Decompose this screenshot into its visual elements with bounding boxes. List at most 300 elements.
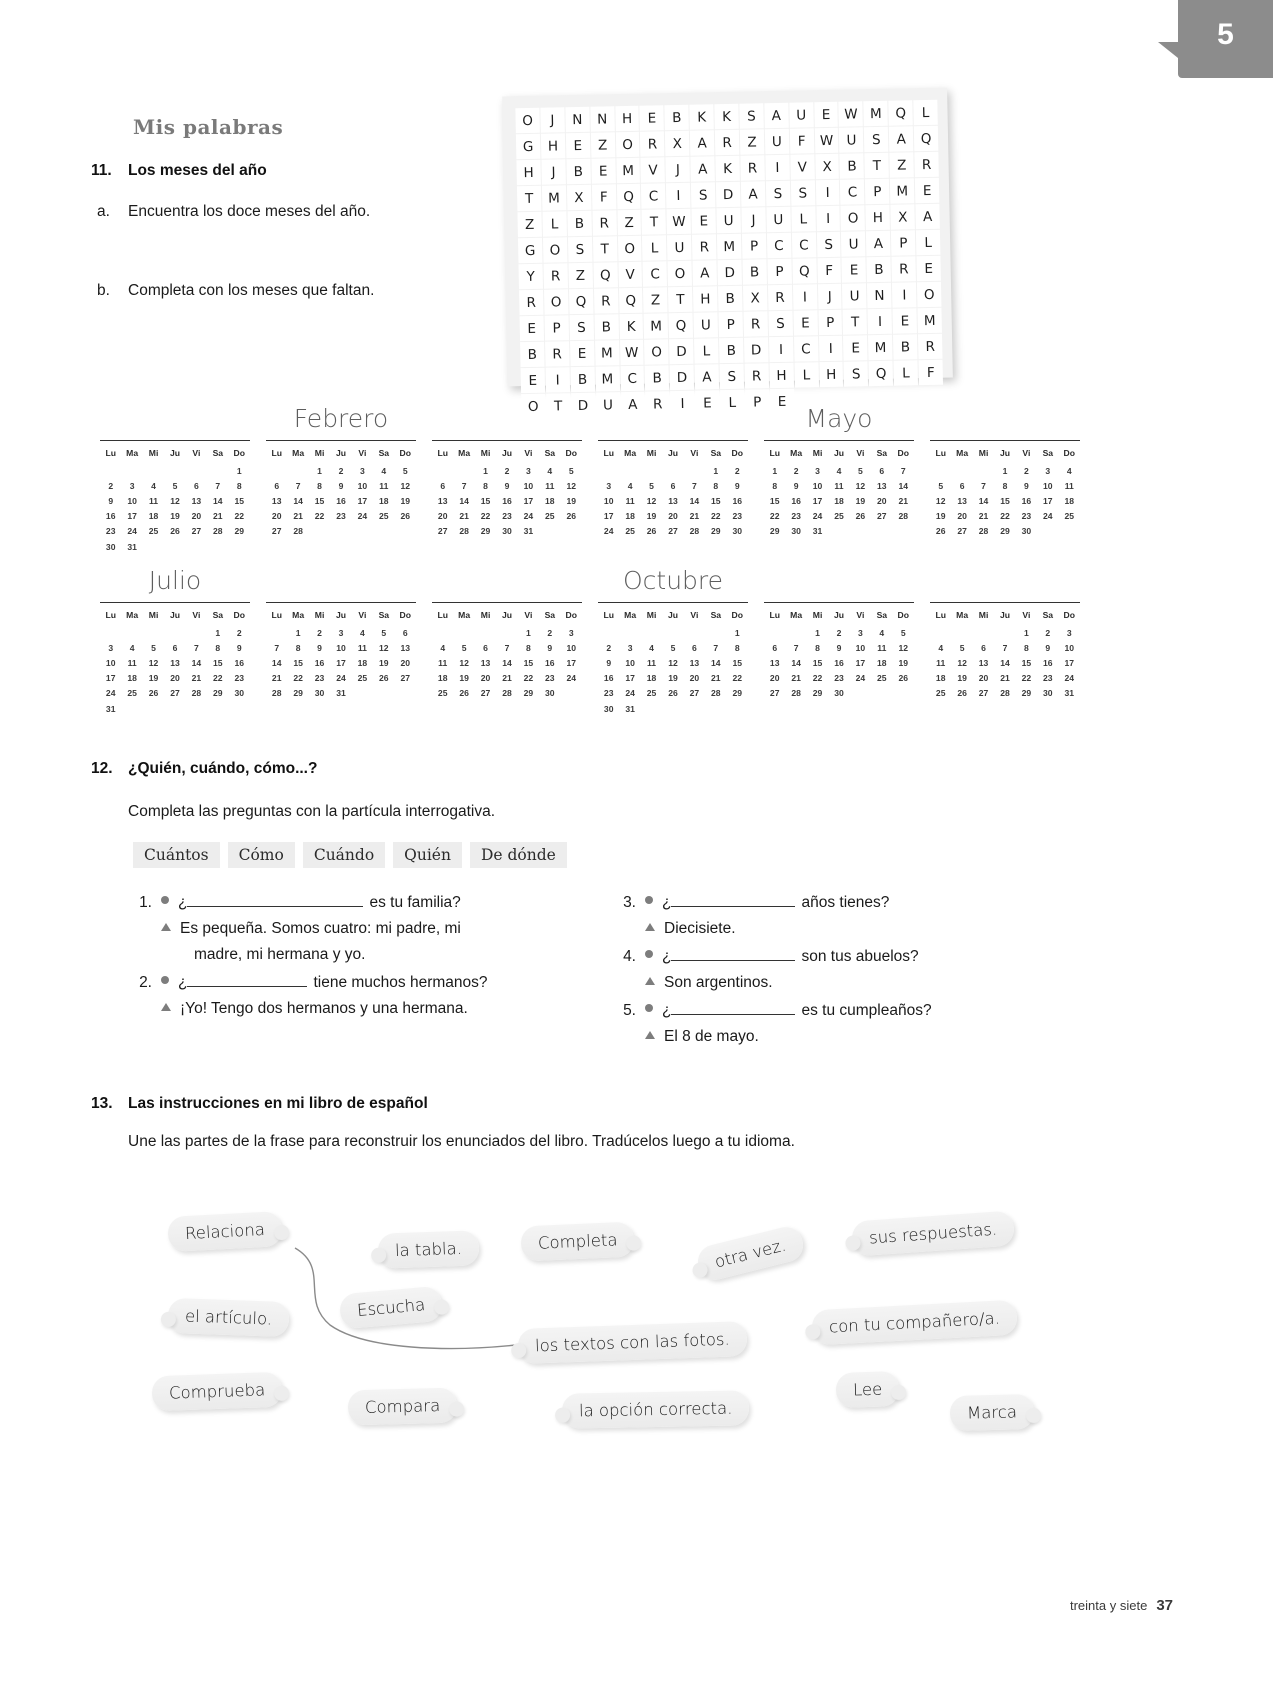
word-search-cell[interactable]: T (865, 153, 889, 178)
word-search-cell[interactable]: W (667, 209, 691, 234)
word-search-cell[interactable]: P (865, 179, 889, 204)
word-search-cell[interactable]: A (621, 392, 645, 417)
word-search-cell[interactable]: O (841, 205, 865, 230)
word-search-cell[interactable]: O (543, 237, 567, 262)
word-search-cell[interactable]: N (867, 283, 891, 308)
word-search-cell[interactable]: S (569, 315, 593, 340)
word-search-cell[interactable]: Z (568, 263, 592, 288)
calendar-day-cell: 25 (834, 511, 844, 522)
calendar-day-cell: 17 (357, 495, 368, 506)
word-search-cell[interactable]: M (868, 335, 892, 360)
calendar-weekday-header: Lu (603, 448, 614, 458)
word-search-cell[interactable]: E (893, 308, 917, 333)
word-search-cell[interactable]: P (767, 259, 791, 284)
calendar-week-row (598, 509, 748, 524)
instruction-bubble[interactable]: sus respuestas. (851, 1210, 1015, 1256)
word-search-cell[interactable]: A (693, 260, 717, 285)
word-search-cell[interactable]: T (546, 393, 570, 418)
calendar-month (756, 398, 922, 554)
word-search-cell[interactable]: M (918, 308, 942, 333)
word-search-cell[interactable]: Z (591, 132, 615, 157)
word-search-cell[interactable]: L (794, 362, 818, 387)
calendar-day-cell: 12 (646, 495, 657, 506)
word-search-cell[interactable]: S (568, 237, 592, 262)
calendar-day-cell: 2 (1024, 465, 1029, 476)
word-search-cell[interactable]: D (744, 337, 768, 362)
word-search-cell[interactable]: P (742, 233, 766, 258)
word-search-cell[interactable]: E (814, 102, 838, 127)
word-search-cell[interactable]: S (766, 181, 790, 206)
word-search-cell[interactable]: I (670, 391, 694, 416)
word-search-cell[interactable]: W (620, 340, 644, 365)
word-search-cell[interactable]: D (718, 260, 742, 285)
instruction-bubble[interactable]: Comprueba (151, 1372, 282, 1412)
word-bank-chip[interactable]: Cuándo (303, 842, 385, 868)
word-search-cell[interactable]: I (892, 282, 916, 307)
word-search-puzzle[interactable] (502, 88, 953, 415)
word-search-cell[interactable]: R (640, 131, 664, 156)
calendar-day-cell: 15 (812, 657, 823, 668)
word-search-cell[interactable]: I (666, 183, 690, 208)
calendar-day-cell: 9 (793, 480, 799, 491)
word-search-cell[interactable]: X (891, 204, 915, 229)
word-search-cell[interactable]: R (645, 391, 669, 416)
word-search-cell[interactable]: L (894, 360, 918, 385)
word-search-cell[interactable]: U (841, 231, 865, 256)
word-search-cell[interactable]: R (743, 311, 767, 336)
word-search-cell[interactable]: E (843, 335, 867, 360)
word-search-cell[interactable]: L (642, 235, 666, 260)
word-search-cell[interactable]: R (692, 234, 716, 259)
word-search-cell[interactable]: E (570, 341, 594, 366)
question-number: 4. (623, 948, 636, 965)
word-search-cell[interactable]: I (793, 284, 817, 309)
word-search-cell[interactable]: T (642, 209, 666, 234)
word-search-cell[interactable]: R (914, 152, 938, 177)
word-search-cell[interactable]: Q (889, 100, 913, 125)
calendar-day-cell: 12 (935, 495, 946, 506)
word-bank-chip[interactable]: Cómo (228, 842, 295, 868)
calendar-week-row (266, 509, 416, 524)
word-search-cell[interactable]: L (720, 390, 744, 415)
word-search-cell[interactable]: S (691, 182, 715, 207)
word-search-cell[interactable]: U (789, 102, 813, 127)
calendar-day-cell: 21 (502, 673, 512, 684)
word-search-cell[interactable]: R (768, 285, 792, 310)
word-search-cell[interactable]: U (839, 127, 863, 152)
word-search-cell[interactable]: R (545, 341, 569, 366)
calendar-day-cell: 31 (523, 526, 534, 537)
word-search-cell[interactable]: Q (669, 313, 693, 338)
calendar-day-cell: 31 (625, 703, 635, 714)
word-search-cell[interactable]: X (567, 185, 591, 210)
calendar-week-row (266, 463, 416, 478)
word-search-cell[interactable]: R (892, 256, 916, 281)
word-search-cell[interactable]: R (543, 263, 567, 288)
word-search-cell[interactable]: B (567, 211, 591, 236)
word-search-cell[interactable]: U (667, 235, 691, 260)
instruction-bubble[interactable]: otra vez. (694, 1224, 806, 1284)
word-search-cell[interactable]: C (792, 232, 816, 257)
word-search-cell[interactable]: R (519, 290, 543, 315)
calendar-day-cell (352, 686, 373, 701)
word-search-cell[interactable]: I (868, 309, 892, 334)
word-search-cell[interactable]: F (817, 258, 841, 283)
word-search-cell[interactable]: O (615, 132, 639, 157)
calendar-week-row (432, 686, 582, 701)
word-search-cell[interactable]: E (915, 178, 939, 203)
answer-blank[interactable] (671, 906, 795, 907)
word-search-cell[interactable]: E (695, 390, 719, 415)
word-bank-chip[interactable]: Quién (393, 842, 462, 868)
word-search-cell[interactable]: U (765, 129, 789, 154)
word-search-cell[interactable]: B (840, 153, 864, 178)
word-search-cell[interactable]: V (618, 262, 642, 287)
word-search-cell[interactable]: S (739, 103, 763, 128)
calendar-month-name (432, 560, 582, 602)
word-search-grid[interactable] (515, 100, 943, 419)
word-search-cell[interactable]: B (520, 342, 544, 367)
word-search-cell[interactable]: H (819, 362, 843, 387)
word-search-cell[interactable]: L (791, 206, 815, 231)
calendar-day-cell: 27 (877, 511, 887, 522)
calendar-month-name (930, 398, 1080, 440)
word-search-cell[interactable]: T (517, 186, 541, 211)
calendar-day-cell: 18 (1064, 495, 1075, 506)
speaker-dot-icon (645, 950, 653, 958)
answer-blank[interactable] (671, 1014, 795, 1015)
word-search-cell[interactable]: R (592, 210, 616, 235)
word-search-cell[interactable]: M (864, 101, 888, 126)
word-search-cell[interactable]: D (670, 365, 694, 390)
word-search-cell[interactable]: S (817, 232, 841, 257)
word-search-cell[interactable]: Q (593, 262, 617, 287)
calendar-day-cell (1037, 524, 1058, 539)
word-search-cell[interactable]: E (566, 133, 590, 158)
calendar-day-cell: 11 (834, 480, 844, 491)
word-search-cell[interactable]: S (864, 127, 888, 152)
word-search-cell[interactable]: R (740, 155, 764, 180)
word-search-cell[interactable]: G (518, 238, 542, 263)
word-search-cell[interactable]: P (891, 230, 915, 255)
instruction-bubble[interactable]: la tabla. (377, 1230, 479, 1269)
calendar-day-cell (453, 463, 474, 478)
calendar-day-cell (662, 701, 683, 716)
word-search-cell[interactable]: U (694, 312, 718, 337)
calendar-day-cell: 10 (625, 657, 635, 668)
word-search-cell[interactable]: E (842, 257, 866, 282)
calendar-weekday-header: Vi (856, 610, 865, 620)
word-search-cell[interactable]: R (594, 288, 618, 313)
word-search-cell[interactable]: M (595, 340, 619, 365)
word-search-cell[interactable]: N (565, 107, 589, 132)
word-search-cell[interactable]: J (540, 107, 564, 132)
word-search-cell[interactable]: I (765, 155, 789, 180)
word-search-cell[interactable]: I (816, 206, 840, 231)
instruction-bubble[interactable]: los textos con las fotos. (517, 1321, 747, 1364)
word-search-cell[interactable]: H (769, 363, 793, 388)
calendar-day-cell: 5 (151, 642, 156, 653)
word-search-cell[interactable]: X (743, 285, 767, 310)
calendar-day-cell: 26 (855, 511, 866, 522)
calendar-week-row (930, 671, 1080, 686)
word-search-cell[interactable]: B (718, 286, 742, 311)
word-search-cell[interactable]: P (745, 389, 769, 414)
word-search-cell[interactable]: D (571, 393, 595, 418)
calendar-day-cell: 15 (732, 657, 743, 668)
word-search-cell[interactable]: T (668, 287, 692, 312)
calendar-week-row (100, 686, 250, 701)
calendar-weekday-header: Ju (169, 448, 180, 458)
calendar-day-cell: 20 (769, 673, 780, 684)
word-search-cell[interactable]: Q (869, 361, 893, 386)
word-search-cell[interactable]: E (917, 256, 941, 281)
calendar-day-cell (143, 463, 164, 478)
word-search-cell[interactable]: E (793, 310, 817, 335)
word-search-cell[interactable]: K (619, 314, 643, 339)
calendar-day-cell: 22 (234, 511, 245, 522)
word-search-cell[interactable]: U (766, 207, 790, 232)
word-search-cell[interactable]: B (594, 314, 618, 339)
word-search-cell[interactable]: T (593, 236, 617, 261)
calendar-day-cell: 8 (1002, 480, 1008, 491)
word-search-cell[interactable]: A (915, 204, 939, 229)
calendar-day-cell (727, 701, 748, 716)
word-search-cell[interactable]: A (764, 103, 788, 128)
word-search-cell[interactable]: T (843, 309, 867, 334)
instruction-bubble[interactable]: Escucha (339, 1286, 444, 1330)
word-search-cell[interactable]: A (695, 364, 719, 389)
word-search-cell[interactable]: J (818, 284, 842, 309)
word-search-cell[interactable]: Q (616, 184, 640, 209)
word-search-cell[interactable]: K (715, 156, 739, 181)
word-search-cell[interactable]: I (545, 367, 569, 392)
calendar-weekday-header: Mi (812, 448, 823, 458)
calendar-day-cell: 26 (148, 688, 159, 699)
word-search-cell[interactable]: H (541, 133, 565, 158)
calendar-day-cell: 22 (1000, 511, 1010, 522)
word-search-cell[interactable]: M (542, 185, 566, 210)
word-search-cell[interactable]: O (521, 394, 545, 419)
word-search-cell[interactable]: C (767, 233, 791, 258)
question-line (645, 890, 889, 916)
answer-blank[interactable] (671, 960, 795, 961)
word-search-cell[interactable]: R (715, 130, 739, 155)
question-prefix: ¿ (662, 1002, 672, 1019)
word-search-cell[interactable]: R (744, 363, 768, 388)
calendar-day-cell: 30 (834, 688, 844, 699)
calendar-day-cell: 1 (317, 465, 322, 476)
word-search-cell[interactable]: A (690, 130, 714, 155)
word-search-cell[interactable]: U (716, 208, 740, 233)
word-search-cell[interactable]: N (590, 106, 614, 131)
word-search-cell[interactable]: O (544, 289, 568, 314)
word-search-cell[interactable]: C (643, 261, 667, 286)
word-search-cell[interactable]: U (842, 283, 866, 308)
calendar-day-cell: 7 (900, 465, 906, 476)
word-search-cell[interactable]: B (719, 338, 743, 363)
word-search-cell[interactable]: K (714, 104, 738, 129)
calendar-day-cell (994, 625, 1015, 640)
word-search-cell[interactable]: L (916, 230, 940, 255)
word-search-cell[interactable]: C (840, 179, 864, 204)
calendar-day-cell (121, 463, 142, 478)
word-search-cell[interactable]: C (620, 366, 644, 391)
word-search-cell[interactable]: B (893, 334, 917, 359)
word-search-cell[interactable]: F (919, 360, 943, 385)
word-search-cell[interactable]: A (741, 181, 765, 206)
word-search-cell[interactable]: Y (519, 264, 543, 289)
word-search-cell[interactable]: M (644, 313, 668, 338)
word-search-cell[interactable]: B (570, 367, 594, 392)
calendar-day-cell: 23 (105, 526, 116, 537)
word-search-cell[interactable]: D (669, 339, 693, 364)
word-search-cell[interactable]: S (720, 364, 744, 389)
word-search-cell[interactable]: Q (569, 289, 593, 314)
questions-right-column (612, 890, 1032, 1052)
word-search-cell[interactable]: W (839, 101, 863, 126)
calendar-day-cell: 1 (483, 465, 488, 476)
question-suffix: tiene muchos hermanos? (313, 974, 488, 991)
word-search-cell[interactable]: G (516, 134, 540, 159)
calendar-day-cell: 18 (379, 495, 389, 506)
word-search-cell[interactable]: A (691, 156, 715, 181)
word-search-cell[interactable]: I (815, 180, 839, 205)
word-search-cell[interactable]: H (866, 205, 890, 230)
word-search-cell[interactable]: Q (792, 258, 816, 283)
calendar-day-cell: 8 (317, 480, 322, 491)
word-search-cell[interactable]: M (595, 366, 619, 391)
word-search-cell[interactable]: L (542, 211, 566, 236)
word-search-cell[interactable]: E (591, 158, 615, 183)
calendar-week-row (100, 671, 250, 686)
calendar-weekday-header: Sa (212, 610, 224, 620)
answer-text: Diecisiete. (664, 920, 736, 937)
calendar-day-cell (266, 625, 287, 640)
word-search-cell[interactable]: Z (643, 287, 667, 312)
word-search-cell[interactable]: E (692, 208, 716, 233)
word-search-cell[interactable]: Q (914, 126, 938, 151)
word-search-cell[interactable]: H (693, 286, 717, 311)
calendar-day-cell (186, 701, 207, 716)
calendar-week-row (930, 524, 1080, 539)
word-search-cell[interactable]: O (515, 108, 539, 133)
calendar-day-cell: 15 (213, 657, 223, 668)
word-search-cell[interactable]: A (866, 231, 890, 256)
word-search-cell[interactable]: X (665, 131, 689, 156)
word-search-cell[interactable]: A (889, 126, 913, 151)
word-search-cell[interactable]: O (617, 236, 641, 261)
word-search-cell[interactable]: Q (619, 288, 643, 313)
word-search-cell[interactable]: B (645, 365, 669, 390)
word-search-cell[interactable]: Z (890, 152, 914, 177)
word-search-cell[interactable]: K (690, 104, 714, 129)
word-bank-chip[interactable]: De dónde (470, 842, 567, 868)
word-search-cell[interactable]: V (641, 157, 665, 182)
word-search-cell[interactable]: B (742, 259, 766, 284)
word-search-cell[interactable]: Z (740, 129, 764, 154)
word-search-cell[interactable]: P (719, 312, 743, 337)
word-search-cell[interactable]: E (520, 316, 544, 341)
calendar-day-cell (641, 625, 662, 640)
calendar-day-cell: 8 (215, 642, 221, 653)
instruction-bubble[interactable]: Relaciona (167, 1211, 283, 1252)
word-search-cell[interactable]: S (768, 311, 792, 336)
word-search-cell[interactable]: J (541, 159, 565, 184)
word-search-cell[interactable]: I (769, 337, 793, 362)
word-search-cell[interactable]: H (615, 106, 639, 131)
word-search-cell[interactable]: M (717, 234, 741, 259)
word-search-cell[interactable]: B (867, 257, 891, 282)
word-search-cell[interactable]: B (566, 159, 590, 184)
word-search-cell[interactable]: D (716, 182, 740, 207)
word-search-cell[interactable]: U (596, 392, 620, 417)
word-search-cell[interactable]: O (644, 339, 668, 364)
word-search-cell[interactable]: E (640, 105, 664, 130)
word-search-cell[interactable]: P (544, 315, 568, 340)
answer-blank[interactable] (187, 906, 363, 907)
word-search-cell[interactable]: E (521, 368, 545, 393)
answer-blank[interactable] (187, 986, 307, 987)
calendar-day-cell: 16 (791, 495, 801, 506)
word-search-cell[interactable]: F (592, 184, 616, 209)
word-search-cell[interactable]: S (791, 180, 815, 205)
word-search-cell[interactable]: J (741, 207, 765, 232)
word-search-cell[interactable]: V (790, 154, 814, 179)
word-search-cell[interactable]: C (794, 336, 818, 361)
word-search-cell[interactable]: O (668, 261, 692, 286)
calendar-table (598, 607, 748, 716)
word-bank-chip[interactable]: Cuántos (133, 842, 220, 868)
word-search-cell[interactable]: O (917, 282, 941, 307)
word-search-cell[interactable]: R (918, 334, 942, 359)
instruction-bubble[interactable]: el artículo. (167, 1298, 289, 1337)
calendar-week-row (432, 493, 582, 508)
word-search-cell[interactable]: M (890, 178, 914, 203)
word-search-cell[interactable]: H (516, 160, 540, 185)
word-search-cell[interactable]: L (913, 100, 937, 125)
word-search-cell[interactable]: W (814, 128, 838, 153)
instruction-bubble[interactable]: Marca (950, 1394, 1035, 1431)
calendar-day-cell: 8 (1024, 642, 1029, 653)
word-search-cell[interactable]: M (616, 158, 640, 183)
exercise-12-title: ¿Quién, cuándo, cómo...? (128, 760, 318, 777)
word-search-cell[interactable]: P (818, 310, 842, 335)
instruction-bubble[interactable]: la opción correcta. (562, 1390, 750, 1428)
instruction-bubble[interactable]: Compara (348, 1388, 458, 1426)
word-search-cell[interactable]: I (819, 336, 843, 361)
word-search-cell[interactable]: Z (617, 210, 641, 235)
calendar-day-cell: 17 (812, 495, 823, 506)
instruction-bubble[interactable]: Completa (520, 1222, 635, 1262)
word-search-cell[interactable]: E (770, 389, 794, 414)
calendar-day-cell: 4 (360, 627, 365, 638)
calendar-day-cell: 16 (732, 495, 743, 506)
calendar-day-cell (496, 625, 517, 640)
instruction-bubble[interactable]: con tu compañero/a. (811, 1300, 1017, 1346)
word-search-cell[interactable]: J (666, 157, 690, 182)
calendar-day-cell (164, 463, 185, 478)
word-search-cell[interactable]: B (665, 105, 689, 130)
instruction-bubble[interactable]: Lee (835, 1371, 899, 1408)
word-search-cell[interactable]: C (641, 183, 665, 208)
word-search-cell[interactable]: L (694, 338, 718, 363)
word-search-cell[interactable]: F (790, 128, 814, 153)
calendar-day-cell: 17 (523, 495, 534, 506)
word-search-cell[interactable]: S (844, 361, 868, 386)
word-search-cell[interactable]: X (815, 154, 839, 179)
word-search-cell[interactable]: Z (517, 212, 541, 237)
